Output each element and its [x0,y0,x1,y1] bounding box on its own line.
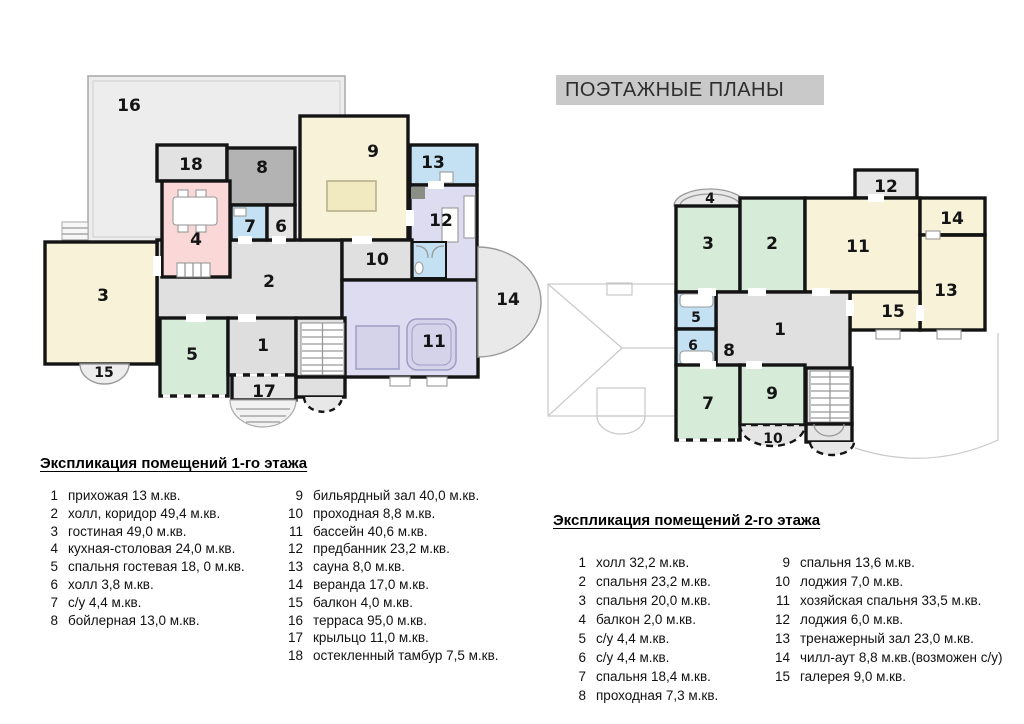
room-label: 9 [766,384,778,404]
bench-icon [464,196,475,238]
floor1-legend [40,455,499,665]
stairs-floor2 [806,368,854,455]
legend-item [40,558,285,576]
room-label: 1 [257,336,269,356]
legend-item-label: предбанник 23,2 м.кв. [313,541,450,557]
stairs-floor1 [296,318,345,412]
shower-room [412,242,446,278]
legend-item [772,648,1002,667]
floor2-legend [553,512,1002,705]
legend-item-label: с/у 4,4 м.кв. [68,594,142,610]
floor1-legend-columns [40,487,499,665]
room-9-billiard [300,116,408,240]
legend-item-number: 5 [578,631,586,646]
legend-item-label: холл 32,2 м.кв. [596,555,690,570]
legend-item-number: 8 [578,688,586,703]
legend-item [40,540,285,558]
legend-item-number: 13 [287,559,303,575]
room-label: 2 [766,234,778,254]
legend-item-label: балкон 2,0 м.кв. [596,612,696,627]
legend-item [772,629,1002,648]
legend-item-number: 11 [775,593,790,608]
legend-item-number: 15 [287,594,303,610]
room-label: 13 [421,153,445,173]
room-label: 10 [365,250,389,270]
legend-item-label: проходная 7,3 м.кв. [596,688,719,703]
legend-item-number: 10 [774,574,790,589]
legend-item-label: спальня 18,4 м.кв. [596,669,711,684]
legend-item-number: 1 [50,488,58,503]
legend-item-label: чилл-аут 8,8 м.кв.(возможен с/у) [800,650,1003,665]
room-label: 14 [496,290,520,310]
room-label: 15 [881,302,905,322]
legend-item [568,686,772,705]
room-label: 9 [367,142,379,162]
legend-item [568,648,772,667]
legend-item-number: 18 [287,648,303,664]
room-label: 7 [702,394,714,414]
legend-item [285,505,499,523]
legend-item [285,576,499,594]
room-label: 3 [702,234,714,254]
billiard-table [327,181,376,211]
floor1-legend-col1 [40,487,285,665]
legend-item-label: спальня 20,0 м.кв. [596,593,711,608]
legend-item-number: 14 [287,576,303,592]
legend-item [772,610,1002,629]
legend-item [285,647,499,665]
legend-item [772,667,1002,686]
room-label: 7 [244,217,256,237]
legend-item [285,523,499,541]
legend-item [285,540,499,558]
legend-item-label: спальня гостевая 18, 0 м.кв. [68,559,245,575]
legend-item-label: лоджия 7,0 м.кв. [800,574,904,589]
legend-item-number: 14 [774,650,790,665]
legend-item-label: с/у 4,4 м.кв. [596,631,670,646]
legend-item [285,487,499,505]
room-label: 1 [774,320,786,340]
floor2-plan [548,170,998,458]
legend-item-label: спальня 13,6 м.кв. [800,555,915,570]
room-label: 5 [186,345,198,365]
legend-item-label: терраса 95,0 м.кв. [313,612,427,628]
legend-item [568,629,772,648]
legend-item [285,612,499,630]
legend-item-number: 7 [50,594,58,610]
legend-item-number: 11 [288,523,303,539]
legend-item [568,610,772,629]
legend-item-number: 10 [287,505,303,521]
legend-item-label: хозяйская спальня 33,5 м.кв. [800,593,982,608]
legend-item-number: 6 [578,650,586,665]
legend-item-label: сауна 8,0 м.кв. [313,559,405,575]
legend-item-number: 3 [50,523,58,539]
legend-item-label: веранда 17,0 м.кв. [313,576,430,592]
room-label: 13 [934,281,958,301]
kitchen-steps [177,263,210,277]
floor1-plan [45,76,541,427]
legend-item-label: тренажерный зал 23,0 м.кв. [800,631,974,646]
legend-item-label: холл, коридор 49,4 м.кв. [68,505,221,521]
floor2-legend-col1 [568,553,772,705]
legend-item [772,572,1002,591]
legend-item-number: 12 [287,541,303,557]
room-label: 5 [691,310,701,326]
legend-item [568,591,772,610]
legend-item [40,576,285,594]
legend-item-number: 3 [578,593,586,608]
legend-item [285,594,499,612]
legend-item-label: лоджия 6,0 м.кв. [800,612,904,627]
legend-item-number: 12 [774,612,790,627]
legend-item [285,558,499,576]
legend-item [568,553,772,572]
room-label: 15 [94,365,114,381]
legend-item [40,612,285,630]
porch-steps [230,400,296,427]
legend-item-label: бильярдный зал 40,0 м.кв. [313,488,480,503]
legend-item [772,553,1002,572]
legend-item [772,591,1002,610]
room-label: 6 [275,217,287,237]
washbasin-icon [234,208,246,216]
legend-item-label: холл 3,8 м.кв. [68,576,154,592]
floor2-legend-columns [553,553,1002,705]
room-label: 12 [429,211,453,231]
legend-item-number: 6 [50,576,58,592]
legend-item-number: 2 [50,505,58,521]
room-label: 12 [874,177,898,197]
legend-item-number: 7 [578,669,586,684]
legend-item-number: 2 [578,574,586,589]
legend-item-label: с/у 4,4 м.кв. [596,650,670,665]
legend-item [568,667,772,686]
room-label: 6 [688,338,698,354]
legend-item [285,629,499,647]
floor1-legend-title: Экспликация помещений 1-го этажа [40,455,308,472]
room-label: 4 [705,191,715,207]
legend-item [40,505,285,523]
legend-item-label: остекленный тамбур 7,5 м.кв. [313,648,499,664]
title-bar [556,75,824,105]
legend-item-number: 17 [287,630,303,646]
legend-item [40,487,285,505]
legend-item-number: 5 [50,559,58,575]
legend-item-label: кухная-столовая 24,0 м.кв. [68,541,236,557]
legend-item-number: 16 [287,612,303,628]
room-label: 18 [179,155,203,175]
room-label: 8 [256,158,268,178]
legend-item-number: 1 [578,555,586,570]
legend-item-label: спальня 23,2 м.кв. [596,574,711,589]
legend-item-number: 13 [774,631,790,646]
legend-item [568,572,772,591]
legend-item-label: бассейн 40,6 м.кв. [313,523,428,539]
room-label: 14 [940,209,964,229]
legend-item-label: крыльцо 11,0 м.кв. [313,630,429,646]
page-title: ПОЭТАЖНЫЕ ПЛАНЫ [565,78,785,101]
legend-item [40,594,285,612]
legend-item-label: галерея 9,0 м.кв. [800,669,906,684]
legend-item-number: 15 [774,669,790,684]
legend-item-label: бойлерная 13,0 м.кв. [68,612,200,628]
legend-item-label: проходная 8,8 м.кв. [313,505,436,521]
legend-item-number: 4 [50,541,58,557]
legend-item-label: прихожая 13 м.кв. [68,488,181,503]
floor2-legend-col2 [772,553,1002,705]
legend-item-number: 4 [578,612,586,627]
room-label: 11 [422,332,446,352]
legend-item-label: балкон 4,0 м.кв. [313,594,413,610]
room-label: 16 [117,96,141,116]
legend-item-number: 9 [295,488,303,503]
room-label: 2 [263,272,275,292]
room-label: 8 [723,341,735,361]
legend-item [40,523,285,541]
room-label: 17 [252,382,276,402]
stove-icon [411,187,425,199]
room-label: 10 [763,431,783,447]
legend-item-label: гостиная 49,0 м.кв. [68,523,187,539]
room-label: 4 [190,230,202,250]
floor1-legend-col2 [285,487,499,665]
floor2-legend-title: Экспликация помещений 2-го этажа [553,512,821,529]
legend-item-number: 9 [782,555,790,570]
door-leaf [926,231,940,239]
room-label: 11 [846,237,870,257]
room-label: 3 [97,286,109,306]
legend-item-number: 8 [50,612,58,628]
